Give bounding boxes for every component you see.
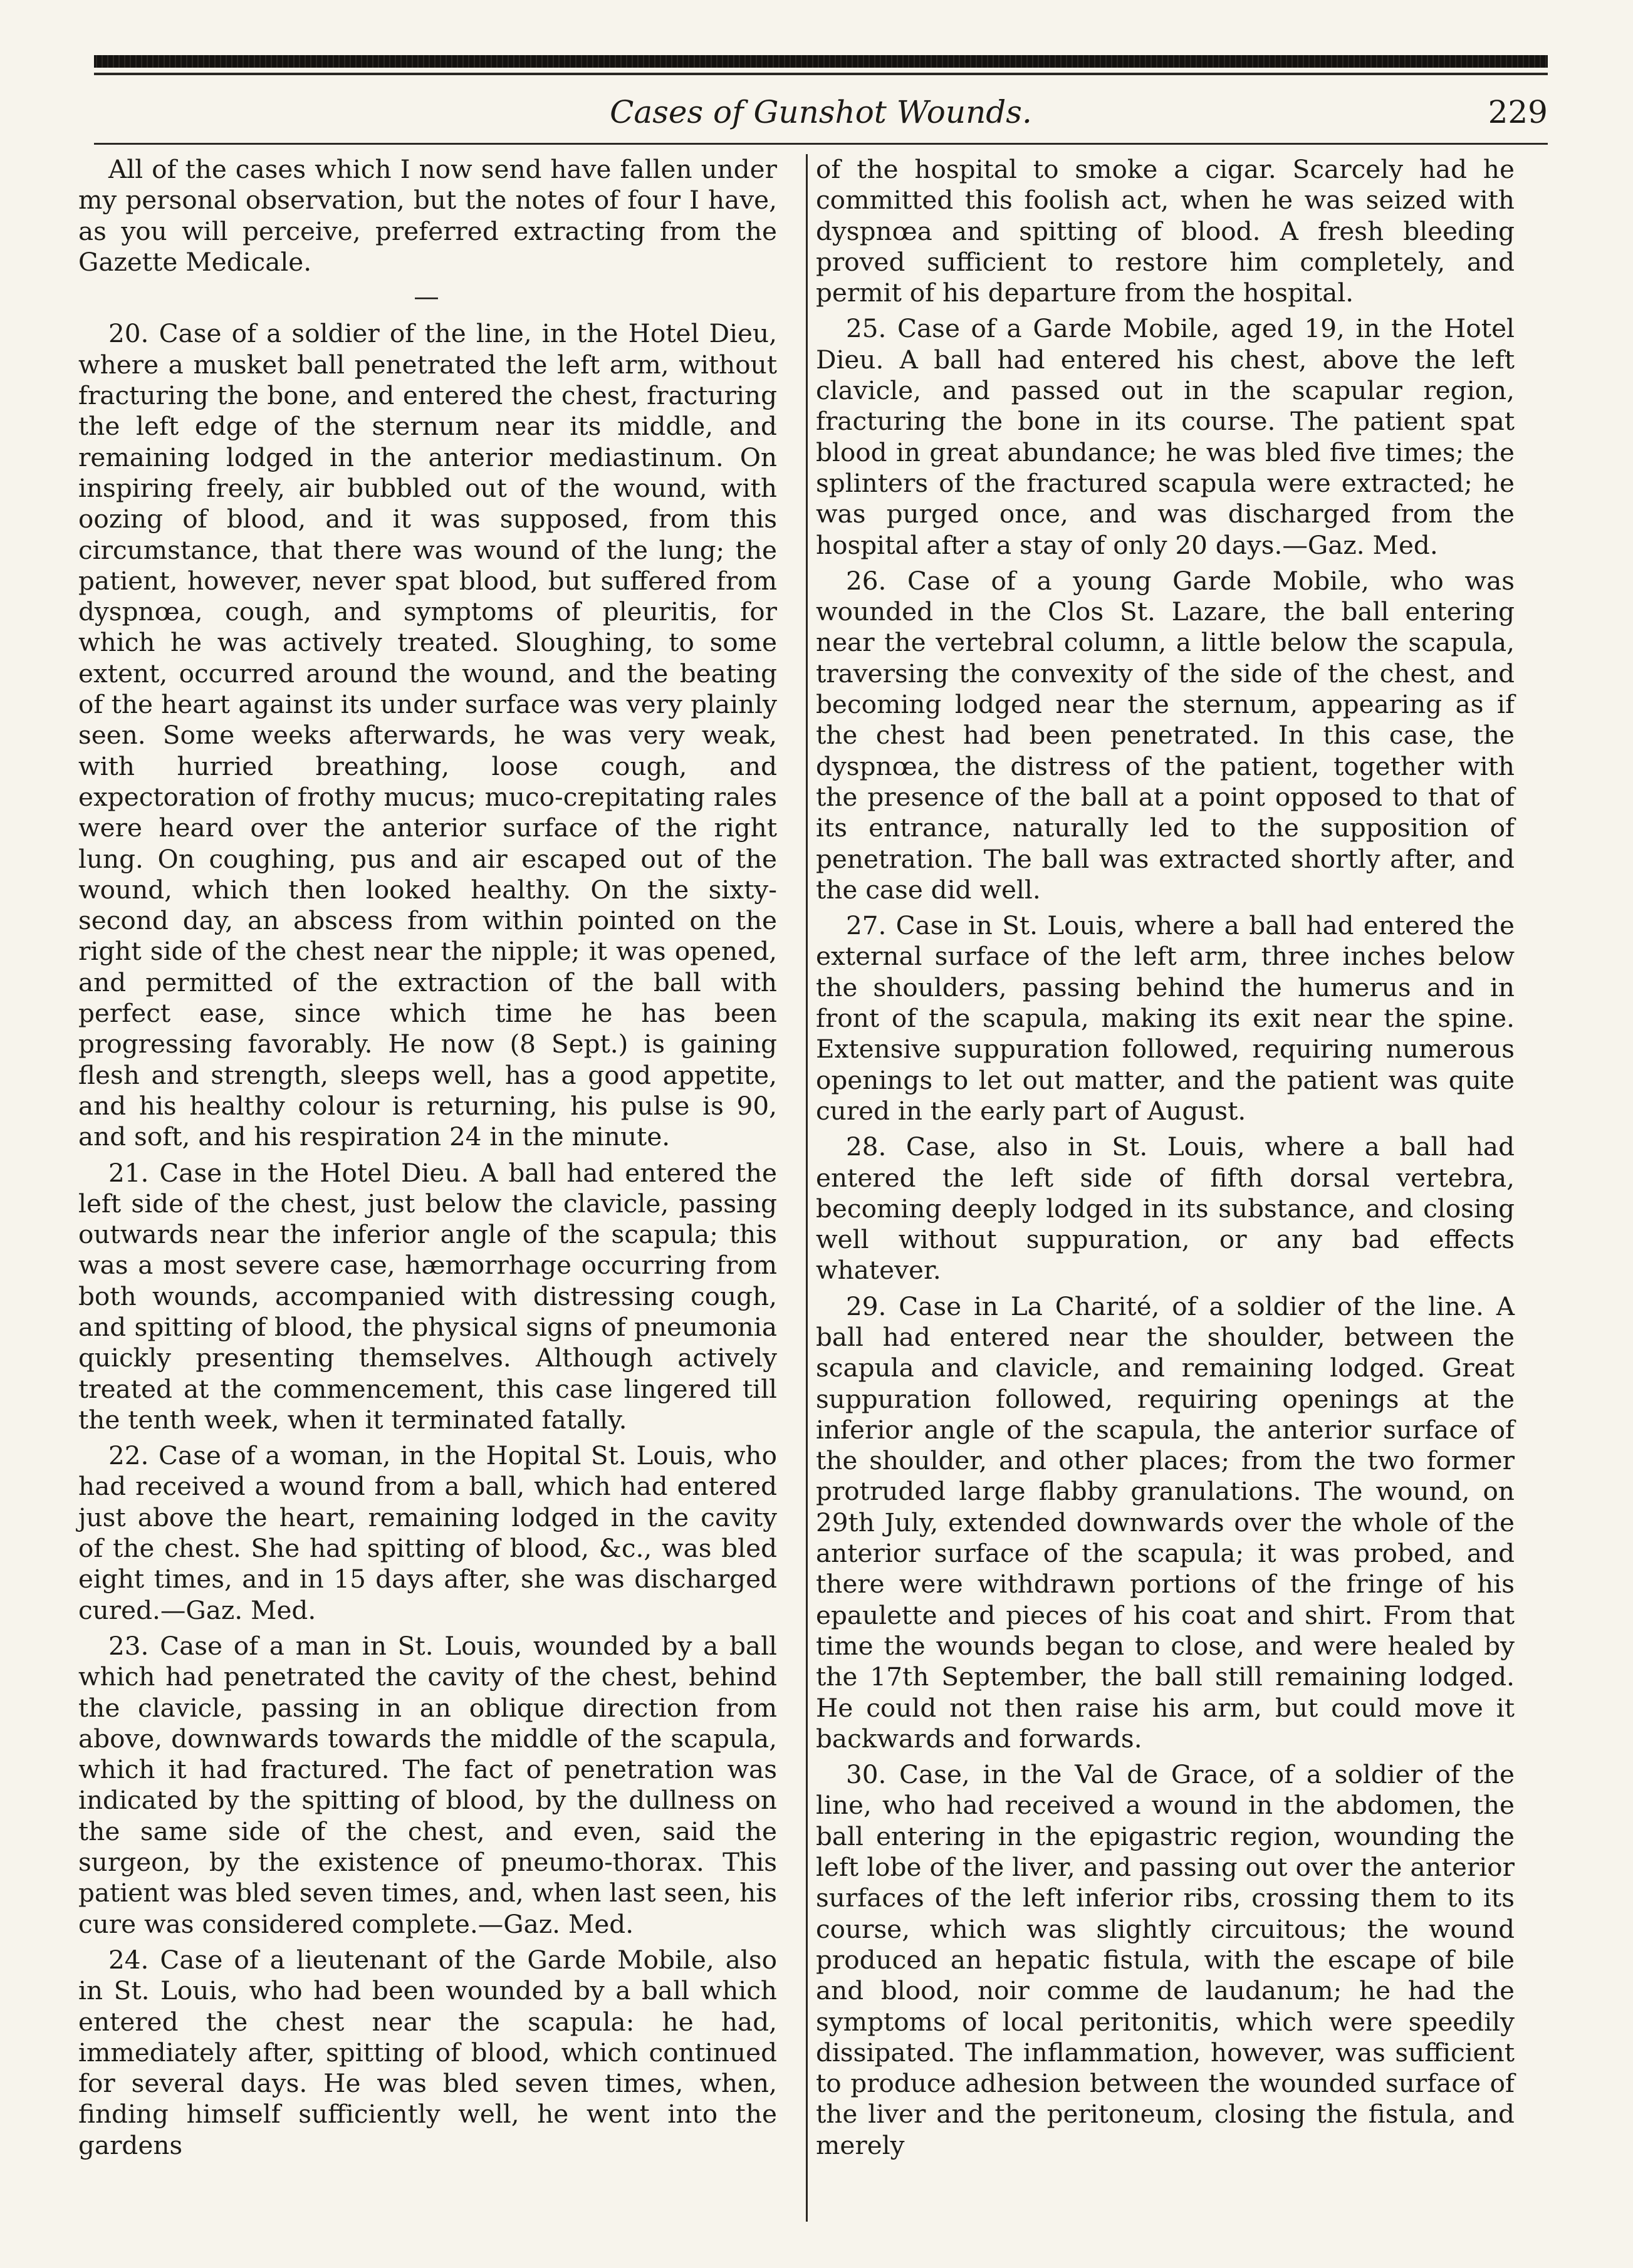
running-header bbox=[94, 94, 1548, 144]
intro-paragraph: All of the cases which I now send have fallen under my personal observation, but the notes of four I have, as you will perceive, preferred extracting from the Gazette Medicale. bbox=[78, 154, 777, 277]
header-rule bbox=[94, 143, 1548, 145]
case-25-paragraph: 25. Case of a Garde Mobile, aged 19, in the Hotel Dieu. A ball had entered his chest, above the left clavicle, and passed out in the scapular region, fracturing the bone in its course. The patient spat blood in great abundance; he was bled five times; the splinters of the fractured scapula were extracted; he was purged once, and was discharged from the hospital after a stay of only 20 days.—Gaz. Med. bbox=[816, 313, 1515, 560]
case-29-paragraph: 29. Case in La Charité, of a soldier of the line. A ball had entered near the shoulder, between the scapula and clavicle, and remaining lodged. Great suppuration followed, requiring openings at the inferior angle of the scapula, the anterior surface of the shoulder, and other places; from the two former protruded large flabby granulations. The wound, on 29th July, extended downwards over the whole of the anterior surface of the scapula; it was probed, and there were withdrawn portions of the fringe of his epaulette and pieces of his coat and shirt. From that time the wounds began to close, and were healed by the 17th September, the ball still remaining lodged. He could not then raise his arm, but could move it backwards and forwards. bbox=[816, 1291, 1515, 1754]
right-column bbox=[816, 154, 1515, 2161]
case-26-paragraph: 26. Case of a young Garde Mobile, who was wounded in the Clos St. Lazare, the ball entering near the vertebral column, a little below the scapula, traversing the convexity of the side of the chest, and becoming lodged near the sternum, appearing as if the chest had been penetrated. In this case, the dyspnœa, the distress of the patient, together with the presence of the ball at a point opposed to that of its entrance, naturally led to the supposition of penetration. The ball was extracted shortly after, and the case did well. bbox=[816, 565, 1515, 905]
case-23-paragraph: 23. Case of a man in St. Louis, wounded by a ball which had penetrated the cavity of the chest, behind the clavicle, passing in an oblique direction from above, downwards towards the middle of the scapula, which it had fractured. The fact of penetration was indicated by the spitting of blood, by the dullness on the same side of the chest, and even, said the surgeon, by the existence of pneumo-thorax. This patient was bled seven times, and, when last seen, his cure was considered complete.—Gaz. Med. bbox=[78, 1630, 777, 1939]
page-number: 229 bbox=[1488, 94, 1548, 130]
top-ornamental-rule bbox=[94, 55, 1548, 68]
top-thin-rule bbox=[94, 73, 1548, 75]
continuation-paragraph: of the hospital to smoke a cigar. Scarcely had he committed this foolish act, when he was seized with dyspnœa and spitting of blood. A fresh bleeding proved sufficient to restore him completely, and permit of his departure from the hospital. bbox=[816, 154, 1515, 308]
case-30-paragraph: 30. Case, in the Val de Grace, of a soldier of the line, who had received a wound in the abdomen, the ball entering in the epigastric region, wounding the left lobe of the liver, and passing out over the anterior surfaces of the left inferior ribs, crossing them to its course, which was slightly circuitous; the wound produced an hepatic fistula, with the escape of bile and blood, noir comme de laudanum; he had the symptoms of local peritonitis, which were speedily dissipated. The inflammation, however, was sufficient to produce adhesion between the wounded surface of the liver and the peritoneum, closing the fistula, and merely bbox=[816, 1759, 1515, 2160]
left-column bbox=[78, 154, 777, 2161]
case-20-paragraph: 20. Case of a soldier of the line, in the Hotel Dieu, where a musket ball penetrated the left arm, without fracturing the bone, and entered the chest, fracturing the left edge of the sternum near its middle, and remaining lodged in the anterior mediastinum. On inspiring freely, air bubbled out of the wound, with oozing of blood, and it was supposed, from this circumstance, that there was wound of the lung; the patient, however, never spat blood, but suffered from dyspnœa, cough, and symptoms of pleuritis, for which he was actively treated. Sloughing, to some extent, occurred around the wound, and the beating of the heart against its under surface was very plainly seen. Some weeks afterwards, he was very weak, with hurried breathing, loose cough, and expectoration of frothy mucus; muco-crepitating rales were heard over the anterior surface of the right lung. On coughing, pus and air escaped out of the wound, which then looked healthy. On the sixty-second day, an abscess from within pointed on the right side of the chest near the nipple; it was opened, and permitted of the extraction of the ball with perfect ease, since which time he has been progressing favorably. He now (8 Sept.) is gaining flesh and strength, sleeps well, has a good appetite, and his healthy colour is returning, his pulse is 90, and soft, and his respiration 24 in the minute. bbox=[78, 318, 777, 1152]
case-27-paragraph: 27. Case in St. Louis, where a ball had entered the external surface of the left arm, three inches below the shoulders, passing behind the humerus and in front of the scapula, making its exit near the spine. Extensive suppuration followed, requiring numerous openings to let out matter, and the patient was quite cured in the early part of August. bbox=[816, 910, 1515, 1126]
case-21-paragraph: 21. Case in the Hotel Dieu. A ball had entered the left side of the chest, just below the clavicle, passing outwards near the inferior angle of the scapula; this was a most severe case, hæmorrhage occurring from both wounds, accompanied with distressing cough, and spitting of blood, the physical signs of pneumonia quickly presenting themselves. Although actively treated at the commencement, this case lingered till the tenth week, when it terminated fatally. bbox=[78, 1157, 777, 1435]
running-title: Cases of Gunshot Wounds. bbox=[610, 94, 1032, 130]
section-separator: — bbox=[414, 281, 442, 312]
case-24-paragraph: 24. Case of a lieutenant of the Garde Mobile, also in St. Louis, who had been wounded by a ball which entered the chest near the scapula: he had, immediately after, spitting of blood, which continued for several days. He was bled seven times, when, finding himself sufficiently well, he went into the gardens bbox=[78, 1944, 777, 2160]
column-divider bbox=[806, 154, 808, 2222]
case-28-paragraph: 28. Case, also in St. Louis, where a ball had entered the left side of fifth dorsal vertebra, becoming deeply lodged in its substance, and closing well without suppuration, or any bad effects whatever. bbox=[816, 1131, 1515, 1286]
case-22-paragraph: 22. Case of a woman, in the Hopital St. Louis, who had received a wound from a ball, which had entered just above the heart, remaining lodged in the cavity of the chest. She had spitting of blood, &c., was bled eight times, and in 15 days after, she was discharged cured.—Gaz. Med. bbox=[78, 1440, 777, 1625]
